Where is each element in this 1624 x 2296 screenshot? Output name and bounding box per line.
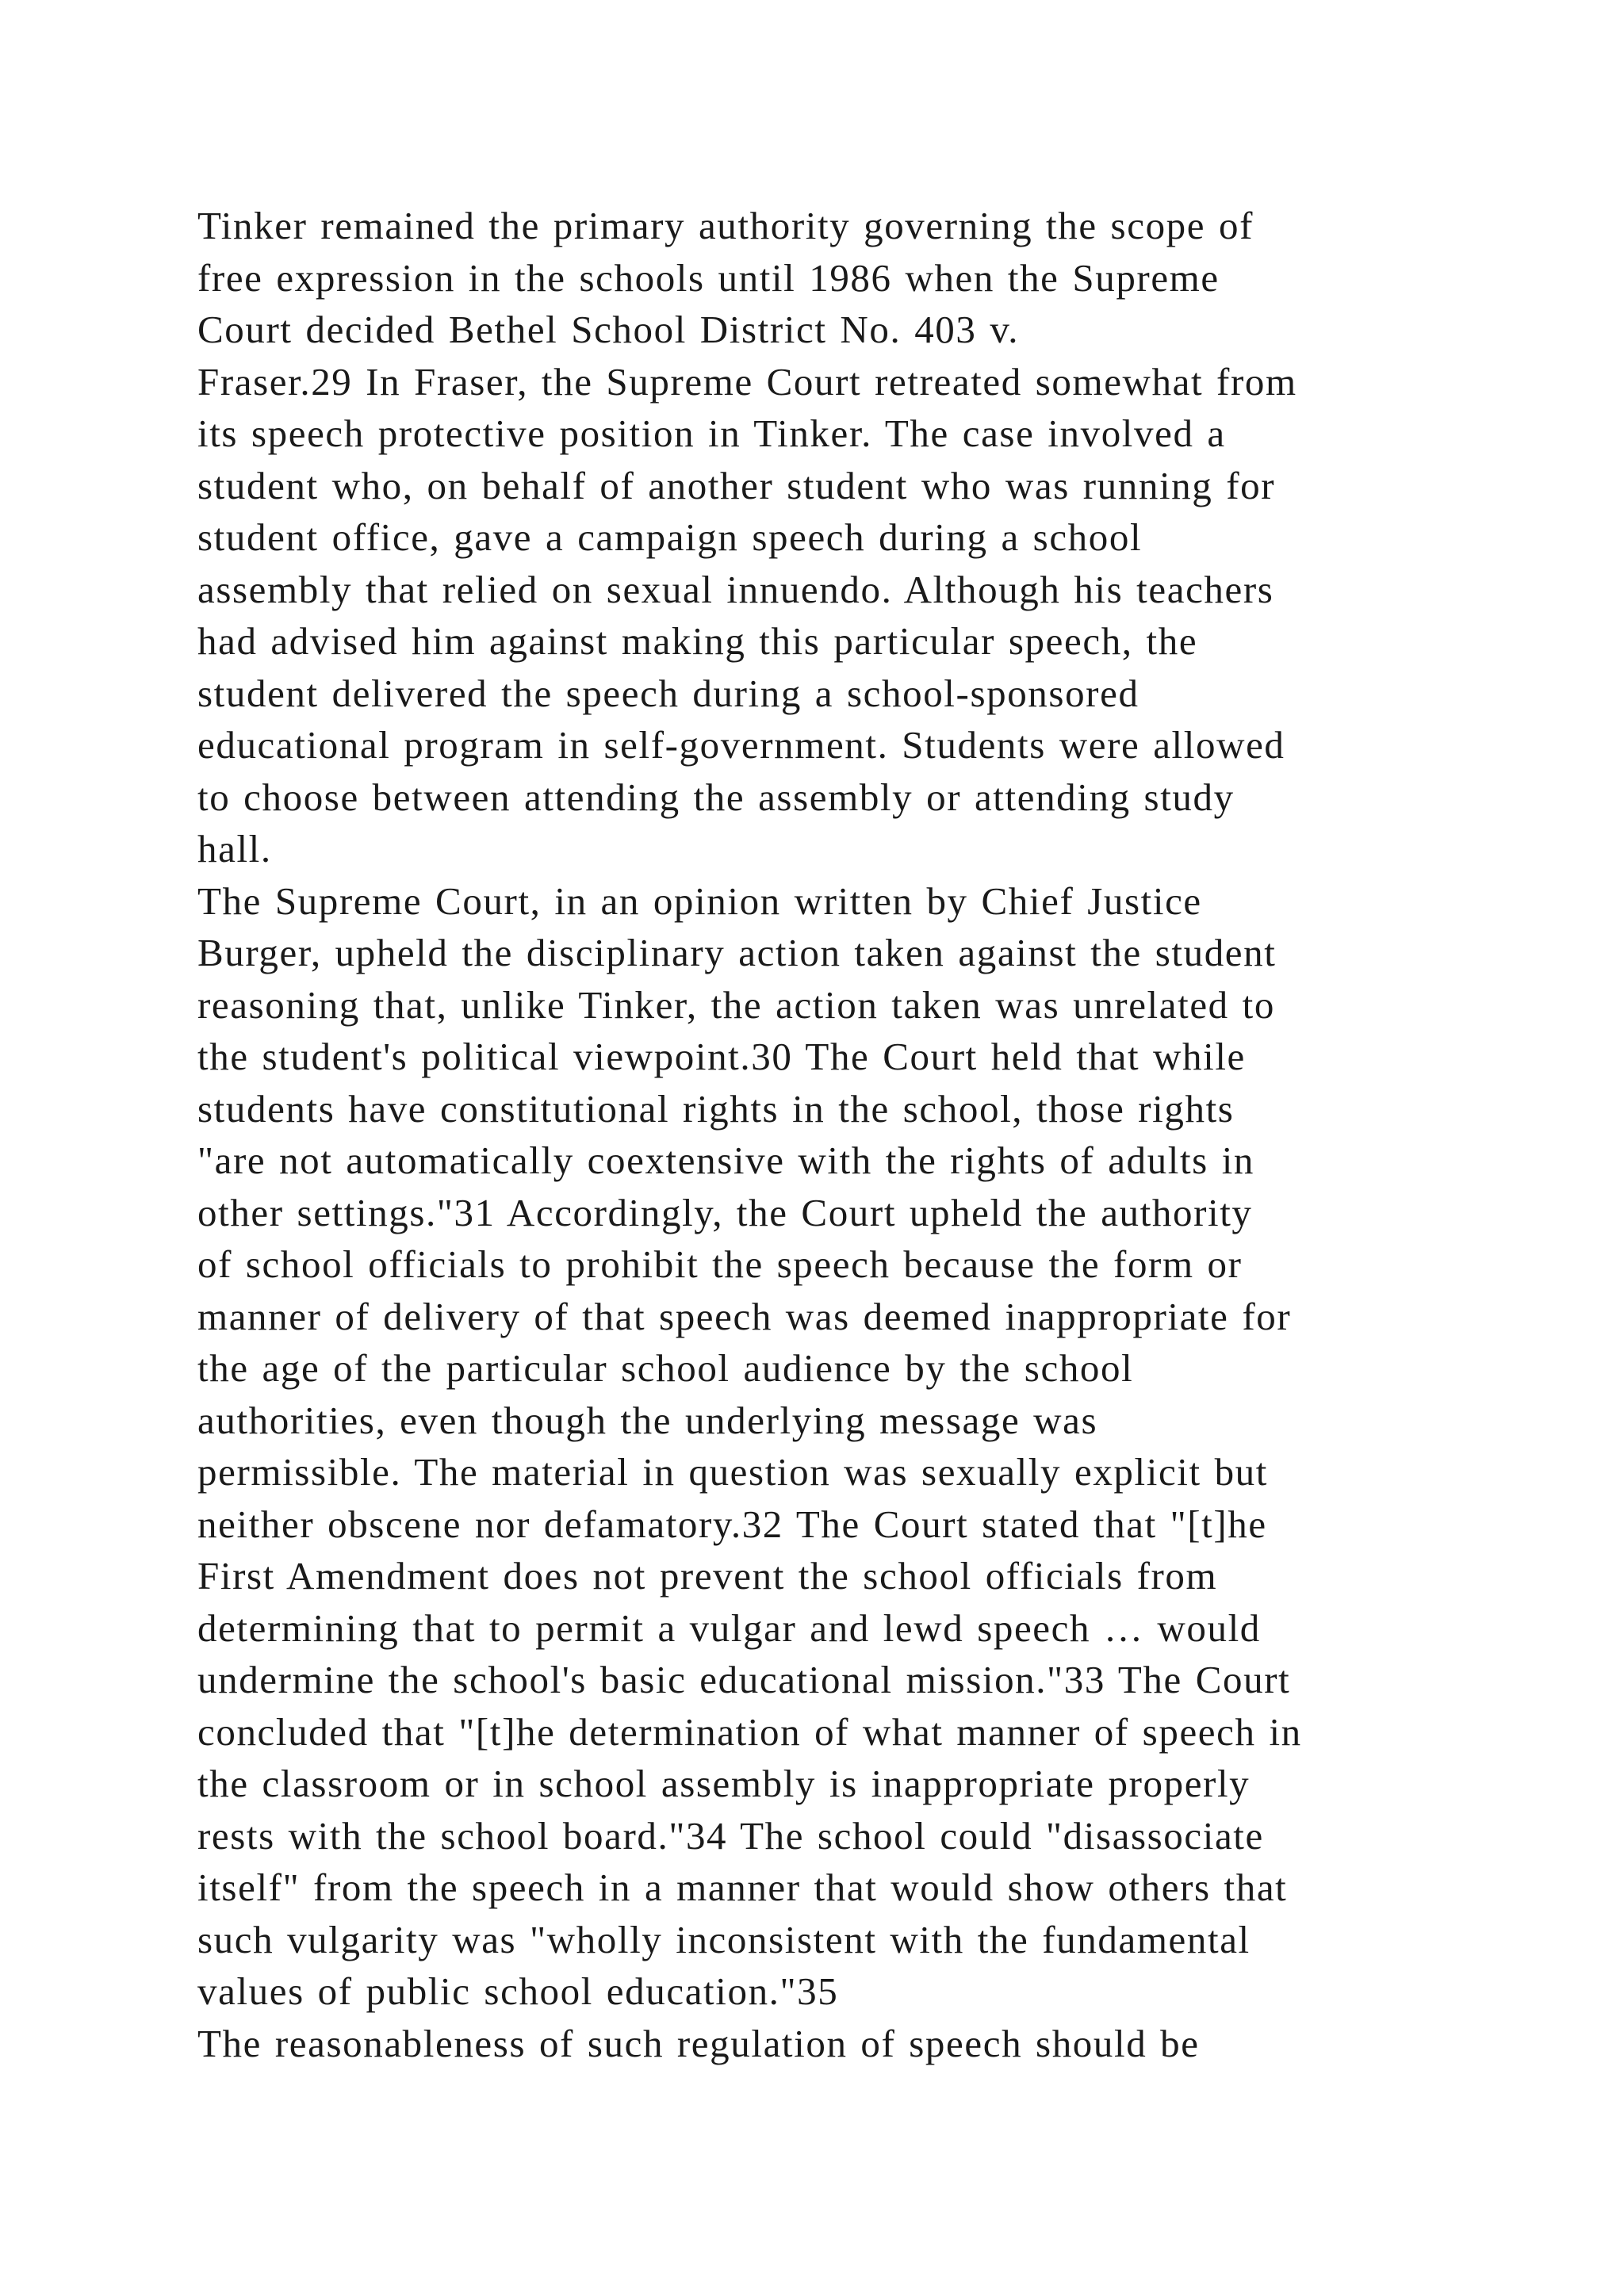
text-line: determining that to permit a vulgar and lewd speech … would [197,1605,1261,1650]
text-line: assembly that relied on sexual innuendo. Although his teachers [197,567,1274,611]
text-line: concluded that "[t]he determination of what manner of speech in [197,1709,1302,1754]
text-line: such vulgarity was "wholly inconsistent with the fundamental [197,1917,1251,1961]
text-line: students have constitutional rights in the school, those rights [197,1086,1235,1131]
text-line: neither obscene nor defamatory.32 The Court stated that "[t]he [197,1502,1267,1546]
text-line: the classroom or in school assembly is inappropriate properly [197,1762,1251,1805]
text-line: permissible. The material in question was sexually explicit but [197,1450,1268,1494]
text-line: The Supreme Court, in an opinion written by Chief Justice [197,878,1202,923]
text-line: the age of the particular school audience by the school [197,1346,1134,1390]
text-line: manner of delivery of that speech was deemed inappropriate for [197,1294,1292,1338]
text-line: hall. [197,827,272,871]
text-line: Court decided Bethel School District No. 403 v. [197,308,1020,351]
text-line: rests with the school board."34 The school could "disassociate [197,1813,1264,1858]
text-line: itself" from the speech in a manner that would show others that [197,1866,1288,1909]
text-line: other settings."31 Accordingly, the Court upheld the authority [197,1190,1253,1234]
text-line: reasoning that, unlike Tinker, the action taken was unrelated to [197,982,1275,1027]
text-line: educational program in self-government. Students were allowed [197,723,1285,767]
text-line: The reasonableness of such regulation of speech should be [197,2021,1200,2065]
text-line: undermine the school's basic educational mission."33 The Court [197,1658,1291,1701]
text-line: "are not automatically coextensive with the rights of adults in [197,1138,1255,1182]
text-line: student office, gave a campaign speech during a school [197,515,1143,559]
text-line: First Amendment does not prevent the school officials from [197,1554,1218,1598]
text-line: authorities, even though the underlying message was [197,1398,1098,1442]
text-line: of school officials to prohibit the speech because the form or [197,1242,1243,1286]
text-line: to choose between attending the assembly or attending study [197,775,1235,819]
text-line: the student's political viewpoint.30 The Court held that while [197,1035,1246,1078]
text-line: student delivered the speech during a school-sponsored [197,671,1139,715]
text-line: Fraser.29 In Fraser, the Supreme Court retreated somewhat from [197,359,1297,404]
text-line: student who, on behalf of another student who was running for [197,463,1276,507]
document-body-text [197,200,1545,2069]
text-line: Tinker remained the primary authority governing the scope of [197,204,1254,247]
text-line: values of public school education."35 [197,1969,839,2013]
text-line: Burger, upheld the disciplinary action taken against the student [197,931,1277,974]
text-line: free expression in the schools until 1986 when the Supreme [197,255,1220,300]
text-line: had advised him against making this particular speech, the [197,619,1198,663]
text-line: its speech protective position in Tinker. The case involved a [197,411,1226,455]
